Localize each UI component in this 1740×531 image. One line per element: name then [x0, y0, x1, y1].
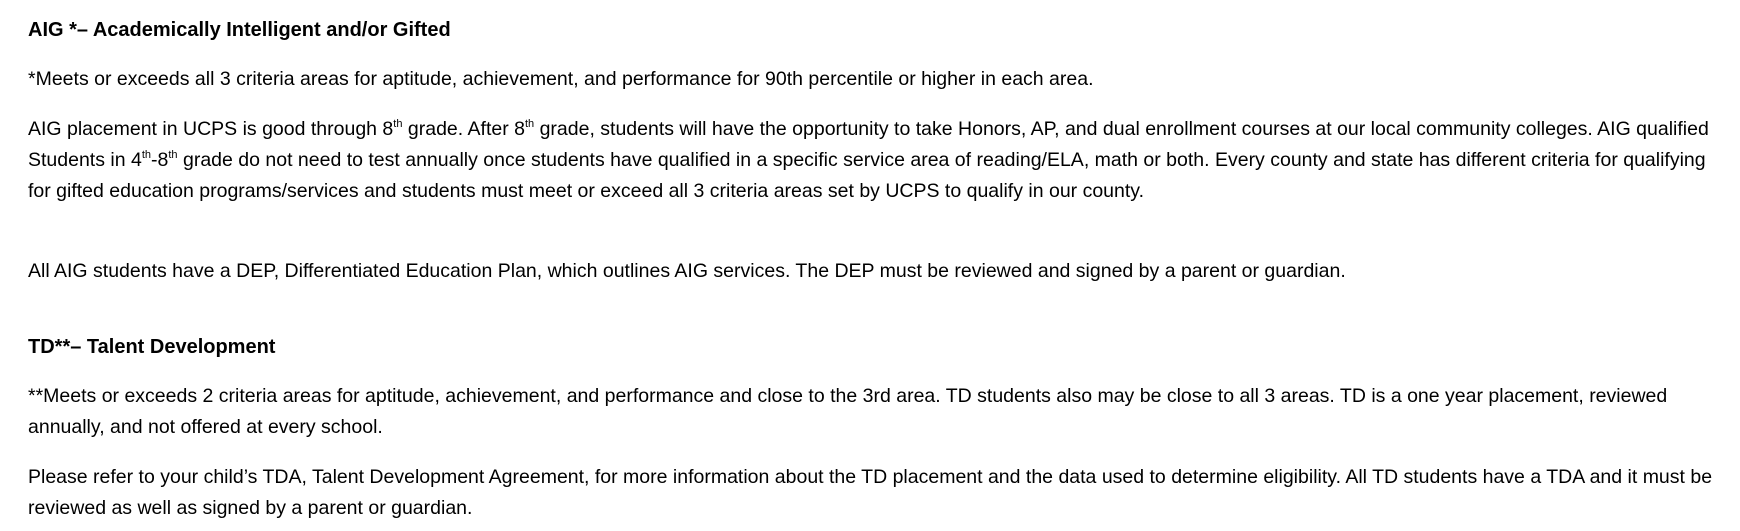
ordinal-superscript: th: [168, 148, 178, 161]
aig-placement-text-5: grade do not need to test annually once students have qualified in a specific service area of reading/ELA, math or both. Every county and state has different criteria for qualifying for gifted education programs/services and students must meet or exceed all 3 criteria areas set by UCPS to qualify in our county.: [28, 149, 1706, 202]
aig-placement-text-1: AIG placement in UCPS is good through 8: [28, 118, 394, 140]
td-criteria-paragraph: **Meets or exceeds 2 criteria areas for aptitude, achievement, and performance and close to the 3rd area. TD students also may be close to all 3 areas. TD is a one year placement, reviewed annually, and not offered at every school.: [28, 385, 1668, 438]
aig-heading: AIG *– Academically Intelligent and/or Gifted: [28, 19, 451, 41]
ordinal-superscript: th: [141, 148, 152, 161]
td-heading: TD**– Talent Development: [28, 336, 276, 358]
aig-placement-text-3: grade, students will have the opportunity to take Honors, AP, and dual enrollment courses at our local community colleges. AIG qualified Students in 4: [28, 118, 1709, 171]
aig-placement-paragraph: [28, 114, 1728, 207]
ordinal-superscript: th: [524, 117, 535, 130]
aig-placement-text-2: grade. After 8: [402, 118, 525, 140]
aig-dep-paragraph: All AIG students have a DEP, Differentiated Education Plan, which outlines AIG services. The DEP must be reviewed and signed by a parent or guardian.: [28, 260, 1346, 282]
aig-criteria-paragraph: *Meets or exceeds all 3 criteria areas for aptitude, achievement, and performance for 90th percentile or higher in each area.: [28, 68, 1094, 90]
ordinal-superscript: th: [393, 117, 403, 130]
aig-placement-text-4: -8: [151, 149, 169, 171]
td-tda-paragraph: Please refer to your child’s TDA, Talent Development Agreement, for more information about the TD placement and the data used to determine eligibility. All TD students have a TDA and it must be reviewed as well as signed by a parent or guardian.: [28, 466, 1713, 519]
